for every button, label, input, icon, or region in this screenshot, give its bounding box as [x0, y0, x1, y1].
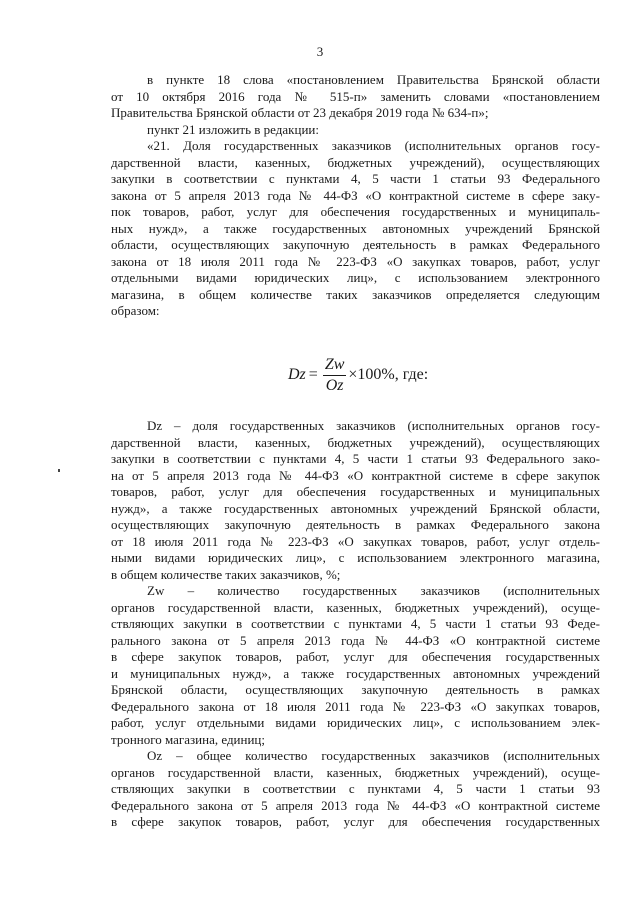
text-line: в сфере закупок товаров, работ, услуг для обеспечения государственных: [111, 649, 600, 664]
formula: [288, 350, 428, 400]
page-number: 3: [316, 44, 324, 59]
scan-speck: [58, 469, 60, 472]
text-line: и муниципальных нужд», а также государственных автономных учреждений: [111, 665, 600, 681]
text-line: нужд», а также государственных автономных учреждений Брянской области,: [111, 500, 600, 516]
text-line: пок товаров, работ, услуг для обеспечения государственных и муниципаль-: [111, 204, 600, 219]
text-line: Федерального закона от 5 апреля 2013 года № 44-ФЗ «О контрактной системе: [111, 797, 600, 813]
text-line: закупки в соответствии с пунктами 4, 5 части 1 статьи 93 Федерального зако-: [111, 451, 600, 466]
text-line: в пункте 18 слова «постановлением Правительства Брянской области: [147, 72, 600, 87]
paragraph-block-definitions: [111, 418, 600, 831]
text-line: в общем количестве таких заказчиков, %;: [111, 566, 341, 582]
text-line: образом:: [111, 303, 160, 318]
text-line: закона от 18 июля 2011 года № 223-ФЗ «О закупках товаров, работ, услуг: [111, 253, 600, 269]
formula-rhs: ×100%, где:: [348, 366, 429, 383]
formula-equals: =: [308, 366, 318, 383]
text-line: закона от 5 апреля 2013 года № 44-ФЗ «О контрактной системе в сфере заку-: [111, 187, 600, 203]
text-line: области, осуществляющих закупочную деятельность в рамках Федерального: [111, 237, 600, 252]
text-line: в сфере закупок товаров, работ, услуг для обеспечения государственных: [111, 814, 600, 829]
text-line: ствляющих закупки в соответствии с пунктами 4, 5 части 1 статьи 93: [111, 781, 600, 796]
text-line: дарственной власти, казенных, бюджетных учреждений), осуществляющих: [111, 434, 600, 450]
text-line: Oz – общее количество государственных заказчиков (исполнительных: [147, 748, 600, 763]
paragraph-block-amendments: [111, 72, 600, 320]
text-line: Правительства Брянской области от 23 декабря 2019 года № 634-п»;: [111, 105, 489, 120]
text-line: Федерального закона от 18 июля 2011 года № 223-ФЗ «О закупках товаров,: [111, 698, 600, 714]
text-line: закупки в соответствии с пунктами 4, 5 части 1 статьи 93 Федерального: [111, 171, 600, 186]
text-line: рального закона от 5 апреля 2013 года № 44-ФЗ «О контрактной системе: [111, 632, 600, 648]
text-line: ствляющих закупки в соответствии с пунктами 4, 5 части 1 статьи 93 Феде-: [111, 616, 600, 631]
text-line: от 10 октября 2016 года № 515-п» заменить словами «постановлением: [111, 88, 600, 104]
text-line: магазина, в общем количестве таких заказчиков определяется следующим: [111, 286, 600, 302]
text-line: ных нужд», а также государственных автономных учреждений Брянской: [111, 220, 600, 236]
text-line: органов государственной власти, казенных, бюджетных учреждений), осуще-: [111, 599, 600, 615]
formula-lhs: Dz: [288, 366, 306, 383]
text-line: дарственной власти, казенных, бюджетных учреждений), осуществляющих: [111, 154, 600, 170]
text-line: Dz – доля государственных заказчиков (исполнительных органов госу-: [147, 418, 600, 433]
text-line: Zw – количество государственных заказчиков (исполнительных: [147, 583, 600, 598]
text-line: Брянской области, осуществляющих закупочную деятельность в рамках: [111, 682, 600, 697]
text-line: осуществляющих закупочную деятельность в рамках Федерального закона: [111, 517, 600, 532]
text-line: ными видами юридических лиц», с использованием электронного магазина,: [111, 550, 600, 565]
text-line: тронного магазина, единиц;: [111, 731, 265, 747]
text-line: пункт 21 изложить в редакции:: [147, 121, 319, 137]
formula-denominator: Oz: [325, 376, 344, 394]
text-line: от 18 июля 2011 года № 223-ФЗ «О закупках товаров, работ, услуг отдель-: [111, 533, 600, 549]
text-line: товаров, работ, услуг для обеспечения государственных и муниципальных: [111, 484, 600, 499]
text-line: на от 5 апреля 2013 года № 44-ФЗ «О контрактной системе в сфере закупок: [111, 467, 600, 483]
text-line: отдельными видами юридических лиц», с использованием электронного: [111, 270, 600, 285]
text-line: органов государственной власти, казенных, бюджетных учреждений), осуще-: [111, 764, 600, 780]
formula-numerator: Zw: [323, 356, 347, 376]
formula-fraction: [323, 356, 347, 395]
text-line: «21. Доля государственных заказчиков (исполнительных органов госу-: [147, 138, 600, 153]
text-line: работ, услуг отдельными видами юридических лиц», с использованием элек-: [111, 715, 600, 730]
